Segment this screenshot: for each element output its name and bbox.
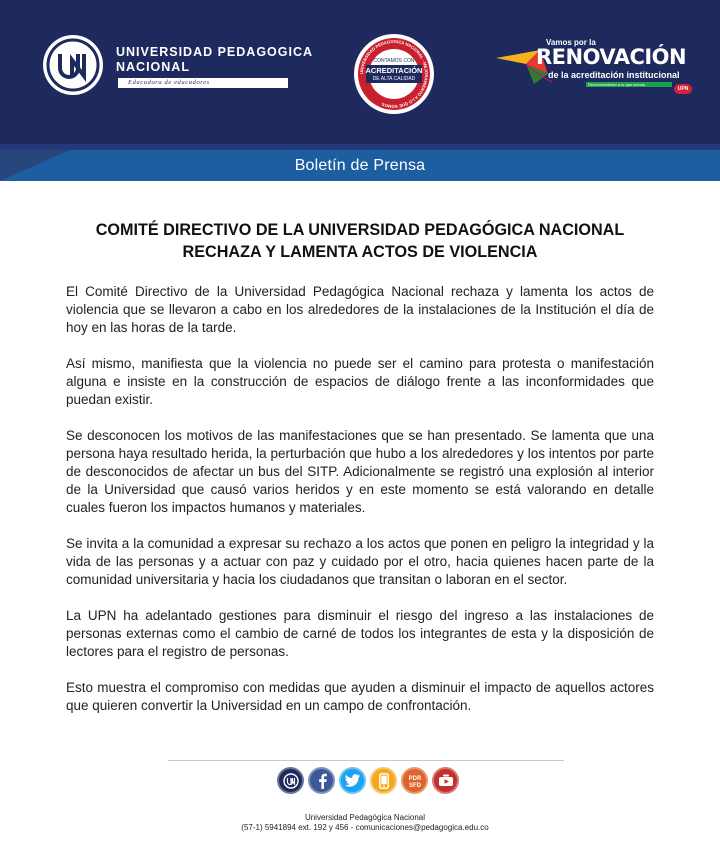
paragraph: Se desconocen los motivos de las manifestaciones que se han presentado. Se lamenta que una persona haya resultado herida, la perturbación que hubo a los alrededores y los intentos por parte de desconocidos de afectar un bus del SITP. Adicionalmente se registró una explosión al interior de la Universidad que causó varios heridos y en este momento se está valorando en detalle cuales fueron los impactos humanos y materiales. bbox=[66, 428, 654, 515]
university-tagline: Educadora de educadores bbox=[118, 78, 288, 88]
youtube-icon[interactable] bbox=[432, 767, 459, 794]
paragraph: El Comité Directivo de la Universidad Pedagógica Nacional rechaza y lamenta los actos de violencia que se llevaron a cabo en los alrededores de la instalaciones de la Institución el día de hoy en las horas de la tarde. bbox=[66, 284, 654, 335]
campaign-small-text: Vamos por la bbox=[546, 38, 596, 47]
press-release-headline: COMITÉ DIRECTIVO DE LA UNIVERSIDAD PEDAGÓGICA NACIONAL RECHAZA Y LAMENTA ACTOS DE VIOLENCIA bbox=[95, 221, 625, 261]
social-links bbox=[277, 767, 459, 797]
campaign-strip: Reconocimiento a lo que somos bbox=[586, 82, 672, 87]
seal-line2: ACREDITACIÓN bbox=[365, 66, 423, 75]
paragraph: La UPN ha adelantado gestiones para disminuir el riesgo del ingreso a las instalaciones de personas externas como el cambio de carné de todos los integrantes de esta y la disposición de lectores para el registro de personas. bbox=[66, 608, 654, 659]
university-name: UNIVERSIDAD PEDAGOGICA NACIONAL bbox=[116, 45, 314, 74]
seal-ring-text: UNIVERSIDAD PEDAGOGICA NACIONAL · MEJORAMIENTO A LO QUE SOMOS bbox=[358, 38, 430, 110]
campaign-badge: UPN bbox=[674, 84, 692, 94]
seal-line1: CONTAMOS CON bbox=[373, 58, 415, 64]
paragraph: Se invita a la comunidad a expresar su rechazo a los actos que ponen en peligro la integridad y la vida de las personas y a actuar con paz y cuidado por el otro, hacia quienes hacen parte de la comunidad universitaria y hacia los ciudadanos que transitan o laboran en el sector. bbox=[66, 536, 654, 587]
campaign-title: RENOVACIÓN bbox=[536, 45, 687, 69]
bulletin-band bbox=[0, 150, 720, 181]
footer-organization: Universidad Pedagógica Nacional bbox=[304, 813, 426, 822]
paragraph: Esto muestra el compromiso con medidas que ayuden a disminuir el impacto de aquellos actores que quieren convertir la Universidad en un campo de confrontación. bbox=[66, 680, 654, 713]
bulletin-title: Boletín de Prensa bbox=[294, 157, 426, 174]
renovation-campaign-logo bbox=[496, 30, 696, 102]
footer-contact[interactable]: (57-1) 5941894 ext. 192 y 456 - comunicaciones@pedagogica.edu.co bbox=[241, 823, 489, 832]
press-release-body bbox=[66, 283, 654, 733]
seal-line3: DE ALTA CALIDAD bbox=[372, 76, 416, 82]
footer-divider bbox=[168, 760, 564, 761]
facebook-icon[interactable] bbox=[308, 767, 335, 794]
campaign-subtitle: de la acreditación institucional bbox=[548, 70, 680, 80]
upn-logo-icon[interactable] bbox=[277, 767, 304, 794]
radio-icon[interactable] bbox=[401, 767, 428, 794]
paragraph: Así mismo, manifiesta que la violencia no puede ser el camino para protesta o manifestación alguna e insiste en la construcción de espacios de diálogo frente a las inconformidades que puedan existir. bbox=[66, 356, 654, 407]
svg-text:SFD: SFD bbox=[408, 782, 421, 789]
accreditation-seal-icon bbox=[352, 32, 436, 116]
header-banner bbox=[0, 0, 720, 150]
svg-text:PDR: PDR bbox=[408, 775, 421, 782]
twitter-icon[interactable] bbox=[339, 767, 366, 794]
upn-logo-icon[interactable] bbox=[42, 34, 104, 96]
mobile-icon[interactable] bbox=[370, 767, 397, 794]
